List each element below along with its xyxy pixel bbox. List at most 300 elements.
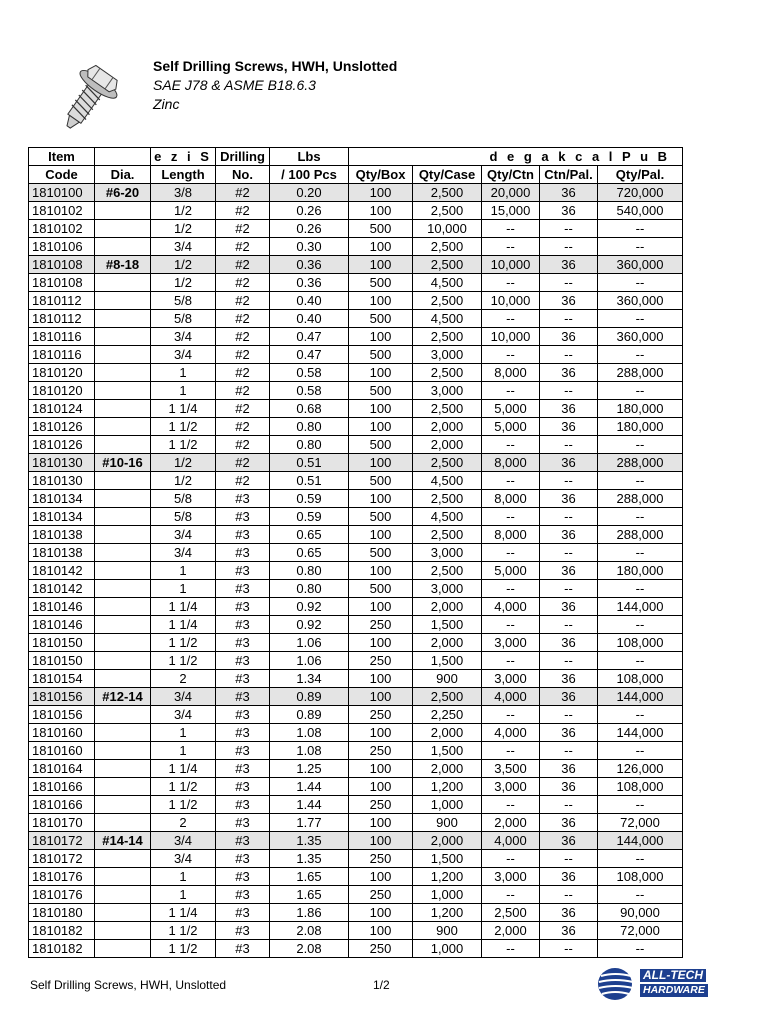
- cell-length: 3/4: [151, 544, 216, 562]
- cell-qty-box: 100: [349, 490, 413, 508]
- screw-icon: [50, 54, 132, 136]
- cell-drilling-no: #3: [216, 742, 270, 760]
- cell-lbs-per-100: 0.89: [270, 706, 349, 724]
- cell-qty-case: 3,000: [413, 382, 482, 400]
- cell-diameter: [95, 652, 151, 670]
- cell-lbs-per-100: 0.59: [270, 508, 349, 526]
- cell-drilling-no: #3: [216, 508, 270, 526]
- cell-length: 1 1/4: [151, 400, 216, 418]
- product-title: Self Drilling Screws, HWH, Unslotted: [153, 58, 398, 74]
- table-row: [29, 832, 683, 850]
- cell-qty-box: 100: [349, 670, 413, 688]
- cell-ctn-pal: --: [540, 706, 598, 724]
- cell-drilling-no: #3: [216, 706, 270, 724]
- cell-item-code: 1810156: [29, 688, 95, 706]
- cell-qty-pal: 360,000: [598, 292, 683, 310]
- table-row: [29, 436, 683, 454]
- cell-qty-ctn: 3,000: [482, 778, 540, 796]
- cell-item-code: 1810150: [29, 652, 95, 670]
- cell-qty-pal: --: [598, 940, 683, 958]
- cell-diameter: [95, 706, 151, 724]
- cell-diameter: [95, 508, 151, 526]
- header-qty-pal: Qty/Pal.: [598, 166, 683, 184]
- cell-diameter: [95, 346, 151, 364]
- cell-lbs-per-100: 0.68: [270, 400, 349, 418]
- cell-lbs-per-100: 1.65: [270, 868, 349, 886]
- header-drill-no: No.: [216, 166, 270, 184]
- cell-qty-pal: 360,000: [598, 256, 683, 274]
- cell-qty-case: 2,250: [413, 706, 482, 724]
- cell-qty-case: 1,500: [413, 616, 482, 634]
- cell-qty-case: 3,000: [413, 544, 482, 562]
- table-row: [29, 850, 683, 868]
- cell-length: 3/8: [151, 184, 216, 202]
- cell-drilling-no: #3: [216, 886, 270, 904]
- cell-lbs-per-100: 0.58: [270, 382, 349, 400]
- cell-qty-ctn: --: [482, 274, 540, 292]
- cell-diameter: [95, 364, 151, 382]
- cell-qty-pal: --: [598, 796, 683, 814]
- cell-qty-ctn: --: [482, 346, 540, 364]
- cell-diameter: [95, 562, 151, 580]
- cell-item-code: 1810182: [29, 922, 95, 940]
- cell-ctn-pal: 36: [540, 490, 598, 508]
- cell-qty-case: 2,500: [413, 256, 482, 274]
- cell-qty-box: 100: [349, 634, 413, 652]
- cell-item-code: 1810130: [29, 454, 95, 472]
- cell-item-code: 1810170: [29, 814, 95, 832]
- cell-diameter: [95, 742, 151, 760]
- cell-lbs-per-100: 1.08: [270, 742, 349, 760]
- cell-qty-box: 100: [349, 256, 413, 274]
- cell-qty-case: 3,000: [413, 580, 482, 598]
- cell-length: 1 1/2: [151, 418, 216, 436]
- cell-qty-ctn: --: [482, 508, 540, 526]
- cell-qty-case: 1,000: [413, 886, 482, 904]
- cell-lbs-per-100: 0.47: [270, 346, 349, 364]
- table-row: [29, 634, 683, 652]
- cell-qty-pal: 108,000: [598, 634, 683, 652]
- cell-drilling-no: #3: [216, 544, 270, 562]
- cell-qty-pal: 108,000: [598, 778, 683, 796]
- cell-length: 1 1/4: [151, 904, 216, 922]
- cell-ctn-pal: 36: [540, 598, 598, 616]
- table-row: [29, 814, 683, 832]
- cell-lbs-per-100: 0.26: [270, 220, 349, 238]
- table-row: [29, 418, 683, 436]
- table-row: [29, 562, 683, 580]
- cell-qty-ctn: 2,000: [482, 922, 540, 940]
- cell-length: 1 1/4: [151, 598, 216, 616]
- table-row: [29, 544, 683, 562]
- cell-qty-ctn: 3,000: [482, 634, 540, 652]
- cell-qty-pal: 180,000: [598, 418, 683, 436]
- cell-diameter: [95, 904, 151, 922]
- cell-qty-box: 100: [349, 778, 413, 796]
- cell-item-code: 1810112: [29, 292, 95, 310]
- cell-qty-case: 2,500: [413, 238, 482, 256]
- cell-qty-box: 250: [349, 940, 413, 958]
- spec-table-body: [29, 184, 683, 958]
- product-header: [153, 57, 397, 114]
- page-number: 1/2: [373, 978, 390, 992]
- cell-item-code: 1810164: [29, 760, 95, 778]
- cell-diameter: [95, 310, 151, 328]
- cell-diameter: #14-14: [95, 832, 151, 850]
- cell-qty-box: 250: [349, 616, 413, 634]
- cell-length: 1/2: [151, 256, 216, 274]
- cell-qty-pal: --: [598, 346, 683, 364]
- cell-diameter: #10-16: [95, 454, 151, 472]
- cell-drilling-no: #2: [216, 238, 270, 256]
- cell-lbs-per-100: 0.26: [270, 202, 349, 220]
- cell-qty-pal: --: [598, 274, 683, 292]
- cell-drilling-no: #3: [216, 922, 270, 940]
- cell-qty-pal: --: [598, 436, 683, 454]
- cell-item-code: 1810112: [29, 310, 95, 328]
- cell-qty-ctn: --: [482, 310, 540, 328]
- cell-qty-ctn: 10,000: [482, 328, 540, 346]
- cell-lbs-per-100: 0.65: [270, 526, 349, 544]
- cell-qty-ctn: --: [482, 706, 540, 724]
- cell-length: 3/4: [151, 706, 216, 724]
- table-row: [29, 670, 683, 688]
- cell-ctn-pal: --: [540, 544, 598, 562]
- logo-text-hardware: HARDWARE: [640, 984, 708, 997]
- cell-qty-case: 1,200: [413, 778, 482, 796]
- cell-lbs-per-100: 0.80: [270, 436, 349, 454]
- table-row: [29, 364, 683, 382]
- cell-qty-ctn: --: [482, 940, 540, 958]
- cell-drilling-no: #2: [216, 310, 270, 328]
- cell-qty-pal: 144,000: [598, 724, 683, 742]
- cell-item-code: 1810176: [29, 886, 95, 904]
- cell-drilling-no: #3: [216, 850, 270, 868]
- cell-length: 1 1/4: [151, 616, 216, 634]
- table-row: [29, 490, 683, 508]
- cell-item-code: 1810182: [29, 940, 95, 958]
- cell-item-code: 1810124: [29, 400, 95, 418]
- cell-qty-box: 100: [349, 418, 413, 436]
- cell-ctn-pal: 36: [540, 778, 598, 796]
- cell-lbs-per-100: 1.35: [270, 832, 349, 850]
- cell-ctn-pal: --: [540, 346, 598, 364]
- cell-item-code: 1810146: [29, 616, 95, 634]
- cell-qty-ctn: 4,000: [482, 688, 540, 706]
- cell-diameter: [95, 274, 151, 292]
- table-row: [29, 652, 683, 670]
- header-qty-case: Qty/Case: [413, 166, 482, 184]
- table-row: [29, 508, 683, 526]
- cell-qty-box: 500: [349, 508, 413, 526]
- cell-qty-box: 100: [349, 364, 413, 382]
- table-row: [29, 454, 683, 472]
- cell-qty-pal: --: [598, 850, 683, 868]
- cell-item-code: 1810116: [29, 328, 95, 346]
- cell-qty-ctn: --: [482, 652, 540, 670]
- cell-qty-box: 100: [349, 904, 413, 922]
- cell-ctn-pal: --: [540, 940, 598, 958]
- cell-drilling-no: #2: [216, 436, 270, 454]
- cell-qty-box: 100: [349, 202, 413, 220]
- cell-qty-ctn: 3,500: [482, 760, 540, 778]
- cell-drilling-no: #3: [216, 760, 270, 778]
- cell-qty-pal: --: [598, 220, 683, 238]
- cell-qty-ctn: 10,000: [482, 256, 540, 274]
- cell-item-code: 1810166: [29, 796, 95, 814]
- cell-item-code: 1810108: [29, 274, 95, 292]
- cell-diameter: [95, 382, 151, 400]
- cell-drilling-no: #3: [216, 526, 270, 544]
- cell-qty-ctn: 20,000: [482, 184, 540, 202]
- cell-lbs-per-100: 2.08: [270, 940, 349, 958]
- cell-length: 1: [151, 742, 216, 760]
- cell-qty-ctn: --: [482, 382, 540, 400]
- cell-qty-ctn: --: [482, 742, 540, 760]
- table-row: [29, 706, 683, 724]
- table-row: [29, 256, 683, 274]
- cell-qty-ctn: 4,000: [482, 724, 540, 742]
- cell-item-code: 1810176: [29, 868, 95, 886]
- cell-length: 2: [151, 670, 216, 688]
- cell-diameter: [95, 202, 151, 220]
- cell-qty-case: 1,000: [413, 940, 482, 958]
- header-drilling: Drilling: [216, 148, 270, 166]
- table-row: [29, 382, 683, 400]
- cell-qty-case: 4,500: [413, 274, 482, 292]
- cell-qty-pal: --: [598, 382, 683, 400]
- cell-qty-ctn: --: [482, 220, 540, 238]
- cell-qty-pal: 288,000: [598, 454, 683, 472]
- header-size: e z i S: [151, 148, 216, 166]
- table-row: [29, 184, 683, 202]
- table-row: [29, 526, 683, 544]
- cell-lbs-per-100: 1.34: [270, 670, 349, 688]
- cell-item-code: 1810134: [29, 508, 95, 526]
- cell-drilling-no: #3: [216, 634, 270, 652]
- cell-length: 1 1/2: [151, 922, 216, 940]
- cell-qty-ctn: 4,000: [482, 598, 540, 616]
- cell-lbs-per-100: 0.58: [270, 364, 349, 382]
- cell-ctn-pal: 36: [540, 688, 598, 706]
- cell-item-code: 1810138: [29, 526, 95, 544]
- cell-lbs-per-100: 0.65: [270, 544, 349, 562]
- cell-qty-case: 2,500: [413, 364, 482, 382]
- table-row: [29, 886, 683, 904]
- cell-length: 1/2: [151, 454, 216, 472]
- cell-qty-case: 4,500: [413, 472, 482, 490]
- cell-diameter: [95, 238, 151, 256]
- cell-drilling-no: #3: [216, 598, 270, 616]
- cell-qty-pal: 126,000: [598, 760, 683, 778]
- cell-ctn-pal: --: [540, 436, 598, 454]
- cell-length: 1: [151, 724, 216, 742]
- cell-qty-box: 100: [349, 814, 413, 832]
- cell-qty-box: 100: [349, 400, 413, 418]
- header-blank: [95, 148, 151, 166]
- cell-lbs-per-100: 1.44: [270, 778, 349, 796]
- cell-qty-case: 2,000: [413, 598, 482, 616]
- table-row: [29, 868, 683, 886]
- cell-qty-ctn: --: [482, 616, 540, 634]
- cell-qty-case: 2,000: [413, 418, 482, 436]
- cell-qty-ctn: 3,000: [482, 868, 540, 886]
- cell-ctn-pal: --: [540, 580, 598, 598]
- cell-qty-case: 2,500: [413, 400, 482, 418]
- cell-ctn-pal: 36: [540, 634, 598, 652]
- cell-lbs-per-100: 0.36: [270, 274, 349, 292]
- header-row-2: [29, 166, 683, 184]
- cell-qty-case: 900: [413, 814, 482, 832]
- cell-diameter: #6-20: [95, 184, 151, 202]
- cell-drilling-no: #3: [216, 652, 270, 670]
- cell-lbs-per-100: 0.89: [270, 688, 349, 706]
- cell-qty-case: 1,200: [413, 868, 482, 886]
- cell-qty-pal: --: [598, 508, 683, 526]
- cell-lbs-per-100: 0.47: [270, 328, 349, 346]
- cell-lbs-per-100: 2.08: [270, 922, 349, 940]
- cell-item-code: 1810126: [29, 436, 95, 454]
- cell-diameter: [95, 598, 151, 616]
- cell-ctn-pal: 36: [540, 184, 598, 202]
- cell-length: 1 1/2: [151, 652, 216, 670]
- cell-length: 3/4: [151, 328, 216, 346]
- cell-qty-pal: 144,000: [598, 598, 683, 616]
- cell-qty-case: 4,500: [413, 508, 482, 526]
- cell-qty-ctn: --: [482, 580, 540, 598]
- cell-qty-box: 100: [349, 328, 413, 346]
- cell-qty-ctn: 2,000: [482, 814, 540, 832]
- cell-length: 1: [151, 364, 216, 382]
- cell-drilling-no: #3: [216, 796, 270, 814]
- cell-qty-box: 500: [349, 310, 413, 328]
- cell-drilling-no: #3: [216, 832, 270, 850]
- cell-length: 5/8: [151, 292, 216, 310]
- cell-qty-box: 100: [349, 184, 413, 202]
- cell-item-code: 1810126: [29, 418, 95, 436]
- cell-drilling-no: #2: [216, 256, 270, 274]
- cell-ctn-pal: --: [540, 310, 598, 328]
- cell-qty-pal: 144,000: [598, 832, 683, 850]
- cell-item-code: 1810108: [29, 256, 95, 274]
- cell-qty-case: 2,000: [413, 634, 482, 652]
- cell-qty-ctn: --: [482, 544, 540, 562]
- cell-length: 1/2: [151, 274, 216, 292]
- header-bulk-packaged: d e g a k c a l P u B: [349, 148, 683, 166]
- cell-qty-box: 100: [349, 724, 413, 742]
- cell-diameter: [95, 670, 151, 688]
- cell-drilling-no: #3: [216, 490, 270, 508]
- table-row: [29, 778, 683, 796]
- cell-qty-pal: 288,000: [598, 490, 683, 508]
- cell-ctn-pal: --: [540, 238, 598, 256]
- cell-length: 1: [151, 868, 216, 886]
- cell-drilling-no: #3: [216, 904, 270, 922]
- cell-drilling-no: #2: [216, 400, 270, 418]
- footer-title: Self Drilling Screws, HWH, Unslotted: [30, 978, 227, 992]
- cell-diameter: [95, 328, 151, 346]
- cell-qty-box: 100: [349, 526, 413, 544]
- cell-qty-pal: 108,000: [598, 868, 683, 886]
- cell-qty-box: 250: [349, 850, 413, 868]
- cell-lbs-per-100: 0.40: [270, 310, 349, 328]
- cell-qty-box: 500: [349, 472, 413, 490]
- cell-diameter: [95, 436, 151, 454]
- cell-drilling-no: #3: [216, 688, 270, 706]
- cell-ctn-pal: 36: [540, 760, 598, 778]
- cell-length: 5/8: [151, 310, 216, 328]
- cell-ctn-pal: --: [540, 382, 598, 400]
- cell-diameter: [95, 886, 151, 904]
- cell-ctn-pal: 36: [540, 904, 598, 922]
- cell-qty-box: 100: [349, 562, 413, 580]
- cell-qty-box: 500: [349, 274, 413, 292]
- cell-ctn-pal: 36: [540, 328, 598, 346]
- table-row: [29, 742, 683, 760]
- cell-drilling-no: #3: [216, 562, 270, 580]
- cell-diameter: [95, 868, 151, 886]
- cell-qty-case: 2,000: [413, 760, 482, 778]
- cell-qty-case: 10,000: [413, 220, 482, 238]
- cell-qty-pal: 72,000: [598, 814, 683, 832]
- cell-ctn-pal: 36: [540, 868, 598, 886]
- cell-lbs-per-100: 0.51: [270, 472, 349, 490]
- header-code: Code: [29, 166, 95, 184]
- cell-item-code: 1810102: [29, 202, 95, 220]
- cell-item-code: 1810106: [29, 238, 95, 256]
- cell-drilling-no: #2: [216, 184, 270, 202]
- cell-ctn-pal: --: [540, 742, 598, 760]
- cell-qty-pal: --: [598, 544, 683, 562]
- cell-qty-box: 500: [349, 220, 413, 238]
- cell-lbs-per-100: 1.44: [270, 796, 349, 814]
- cell-ctn-pal: 36: [540, 724, 598, 742]
- cell-length: 3/4: [151, 238, 216, 256]
- cell-diameter: [95, 922, 151, 940]
- cell-qty-pal: --: [598, 742, 683, 760]
- header-length: Length: [151, 166, 216, 184]
- cell-qty-case: 1,500: [413, 652, 482, 670]
- cell-qty-box: 250: [349, 886, 413, 904]
- cell-ctn-pal: 36: [540, 292, 598, 310]
- cell-item-code: 1810102: [29, 220, 95, 238]
- cell-diameter: [95, 292, 151, 310]
- cell-qty-box: 100: [349, 688, 413, 706]
- table-row: [29, 940, 683, 958]
- table-row: [29, 238, 683, 256]
- cell-qty-ctn: --: [482, 886, 540, 904]
- cell-qty-ctn: --: [482, 796, 540, 814]
- cell-qty-pal: 90,000: [598, 904, 683, 922]
- cell-qty-pal: --: [598, 886, 683, 904]
- cell-qty-ctn: 4,000: [482, 832, 540, 850]
- table-row: [29, 760, 683, 778]
- cell-drilling-no: #2: [216, 346, 270, 364]
- cell-qty-case: 2,000: [413, 436, 482, 454]
- cell-item-code: 1810146: [29, 598, 95, 616]
- cell-qty-box: 100: [349, 292, 413, 310]
- cell-drilling-no: #3: [216, 940, 270, 958]
- cell-item-code: 1810172: [29, 850, 95, 868]
- cell-diameter: [95, 544, 151, 562]
- cell-diameter: #8-18: [95, 256, 151, 274]
- cell-drilling-no: #2: [216, 364, 270, 382]
- cell-length: 1 1/4: [151, 760, 216, 778]
- table-row: [29, 904, 683, 922]
- cell-ctn-pal: 36: [540, 922, 598, 940]
- cell-lbs-per-100: 1.35: [270, 850, 349, 868]
- cell-qty-box: 250: [349, 796, 413, 814]
